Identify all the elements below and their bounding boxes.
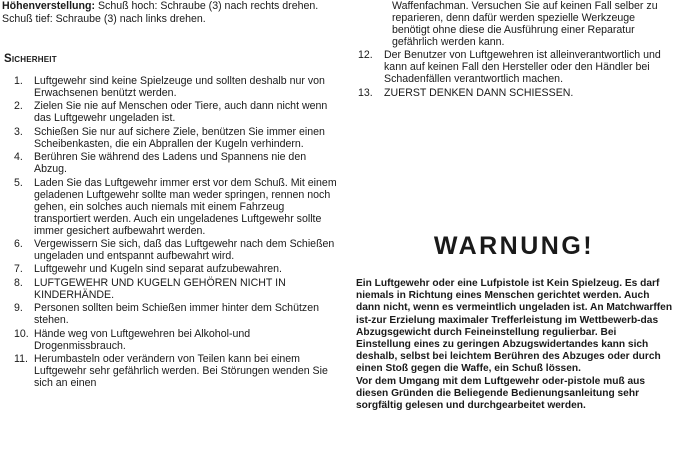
item-11-continuation: Waffenfachman. Versuchen Sie auf keinen Fall selber zu reparieren, denn dafür werden spezielle Werkzeuge benötigt ohne diese die Ausführung einer Reparatur gefährlich werden kann. [392,0,658,48]
list-item [354,87,674,99]
item-text: Zielen Sie nie auf Menschen oder Tiere, auch dann nicht wenn das Luftgewehr ungeladen ist. [34,100,328,125]
item-number: 9. [14,302,23,315]
item-number: 1. [14,75,23,87]
list-item [0,353,338,389]
list-item [0,328,338,352]
item-text: Der Benutzer von Luftgewehren ist alleinverantwortlich und kann auf keinen Fall den Hersteller oder den Händler bei Schadenfällen verantwortlich machen. [384,49,661,86]
list-item [0,177,338,237]
list-item [0,75,338,99]
list-item [0,238,338,262]
item-text: Herumbasteln oder verändern von Teilen kann bei einem Luftgewehr sehr gefährlich werden. Bei Störungen wenden Sie sich an einen [34,352,328,389]
item-text: Luftgewehr und Kugeln sind separat aufzubewahren. [34,263,282,276]
warning-title: WARNUNG! [433,232,595,260]
item-number: 8. [14,276,23,289]
item-text: LUFTGEWEHR UND KUGELN GEHÖREN NICHT IN KINDERHÄNDE. [34,276,286,301]
list-item [0,263,338,275]
warning-paragraph-2: Vor dem Umgang mit dem Luftgewehr oder-pistole muß aus diesen Gründen die Beliegende Bedienungsanleitung sehr sorgfältig gelesen und durchgearbeitet werden. [356,375,646,412]
item-number: 4. [14,151,23,164]
item-number: 7. [14,263,23,276]
warning-paragraph-1: Ein Luftgewehr oder eine Lufpistole ist Kein Spielzeug. Es darf niemals in Richtung eines Menschen gerichtet werden. Auch dann nicht, wenn es vermeintlich ungeladen ist. An Matchwarffen ist-zur Erzielung maximaler Trefferleistung im Wettbewerb-das Abzugsgewicht durch Feineinstellung regulierbar. Bei Einstellung eines zu geringen Abzugswidertandes kann sich deshalb, selbst bei leichtem Berühren des Abzuges oder durch einen Stoß gegen die Waffe, ein Schuß lössen. [356,278,673,375]
height-adjustment-label: Höhenverstellung: [2,0,96,12]
warning-body [356,278,674,412]
section-title: Sicherheit [4,53,57,65]
height-adjustment-text: Schuß hoch: Schraube (3) nach rechts drehen. Schuß tief: Schraube (3) nach links drehen. [2,0,319,25]
item-number: 11. [14,352,28,365]
left-column [0,0,338,390]
list-item [354,49,674,85]
list-item [0,100,338,124]
list-item [0,277,338,301]
safety-list-left [0,75,338,389]
item-text: Laden Sie das Luftgewehr immer erst vor dem Schuß. Mit einem geladenen Luftgewehr sollte man weder springen, rennen noch gehen, ein solches auch niemals mit einem Fahrzeug transportiert werden. Auch ein ungeladenes Luftgewehr sollte immer gesichert aufbewahrt werden. [34,176,337,237]
item-number: 12. [358,49,373,62]
item-text: Berühren Sie während des Ladens und Spannens nie den Abzug. [34,151,307,176]
right-column [354,0,674,100]
list-item [0,151,338,175]
item-text: Schießen Sie nur auf sichere Ziele, benützen Sie immer einen Scheibenkasten, die ein Abprallen der Kugeln verhindern. [34,125,325,150]
item-number: 10. [14,327,29,340]
item-number: 2. [14,100,23,113]
item-number: 5. [14,176,23,189]
item-text: Hände weg von Luftgewehren bei Alkohol-und Drogenmissbrauch. [34,327,251,352]
item-number: 3. [14,125,23,138]
item-text: Personen sollten beim Schießen immer hinter dem Schützen stehen. [34,302,319,327]
item-text: Vergewissern Sie sich, daß das Luftgewehr nach dem Schießen ungeladen und entspannt aufbewahrt wird. [34,237,335,262]
item-text: Luftgewehr sind keine Spielzeuge und sollten deshalb nur von Erwachsenen benützt werden. [34,75,325,99]
item-text: ZUERST DENKEN DANN SCHIESSEN. [384,86,574,99]
list-item [0,126,338,150]
safety-list-right [354,49,674,98]
item-number: 6. [14,237,23,250]
list-item [0,302,338,326]
item-number: 13. [358,86,373,99]
height-adjustment-paragraph [0,0,338,26]
